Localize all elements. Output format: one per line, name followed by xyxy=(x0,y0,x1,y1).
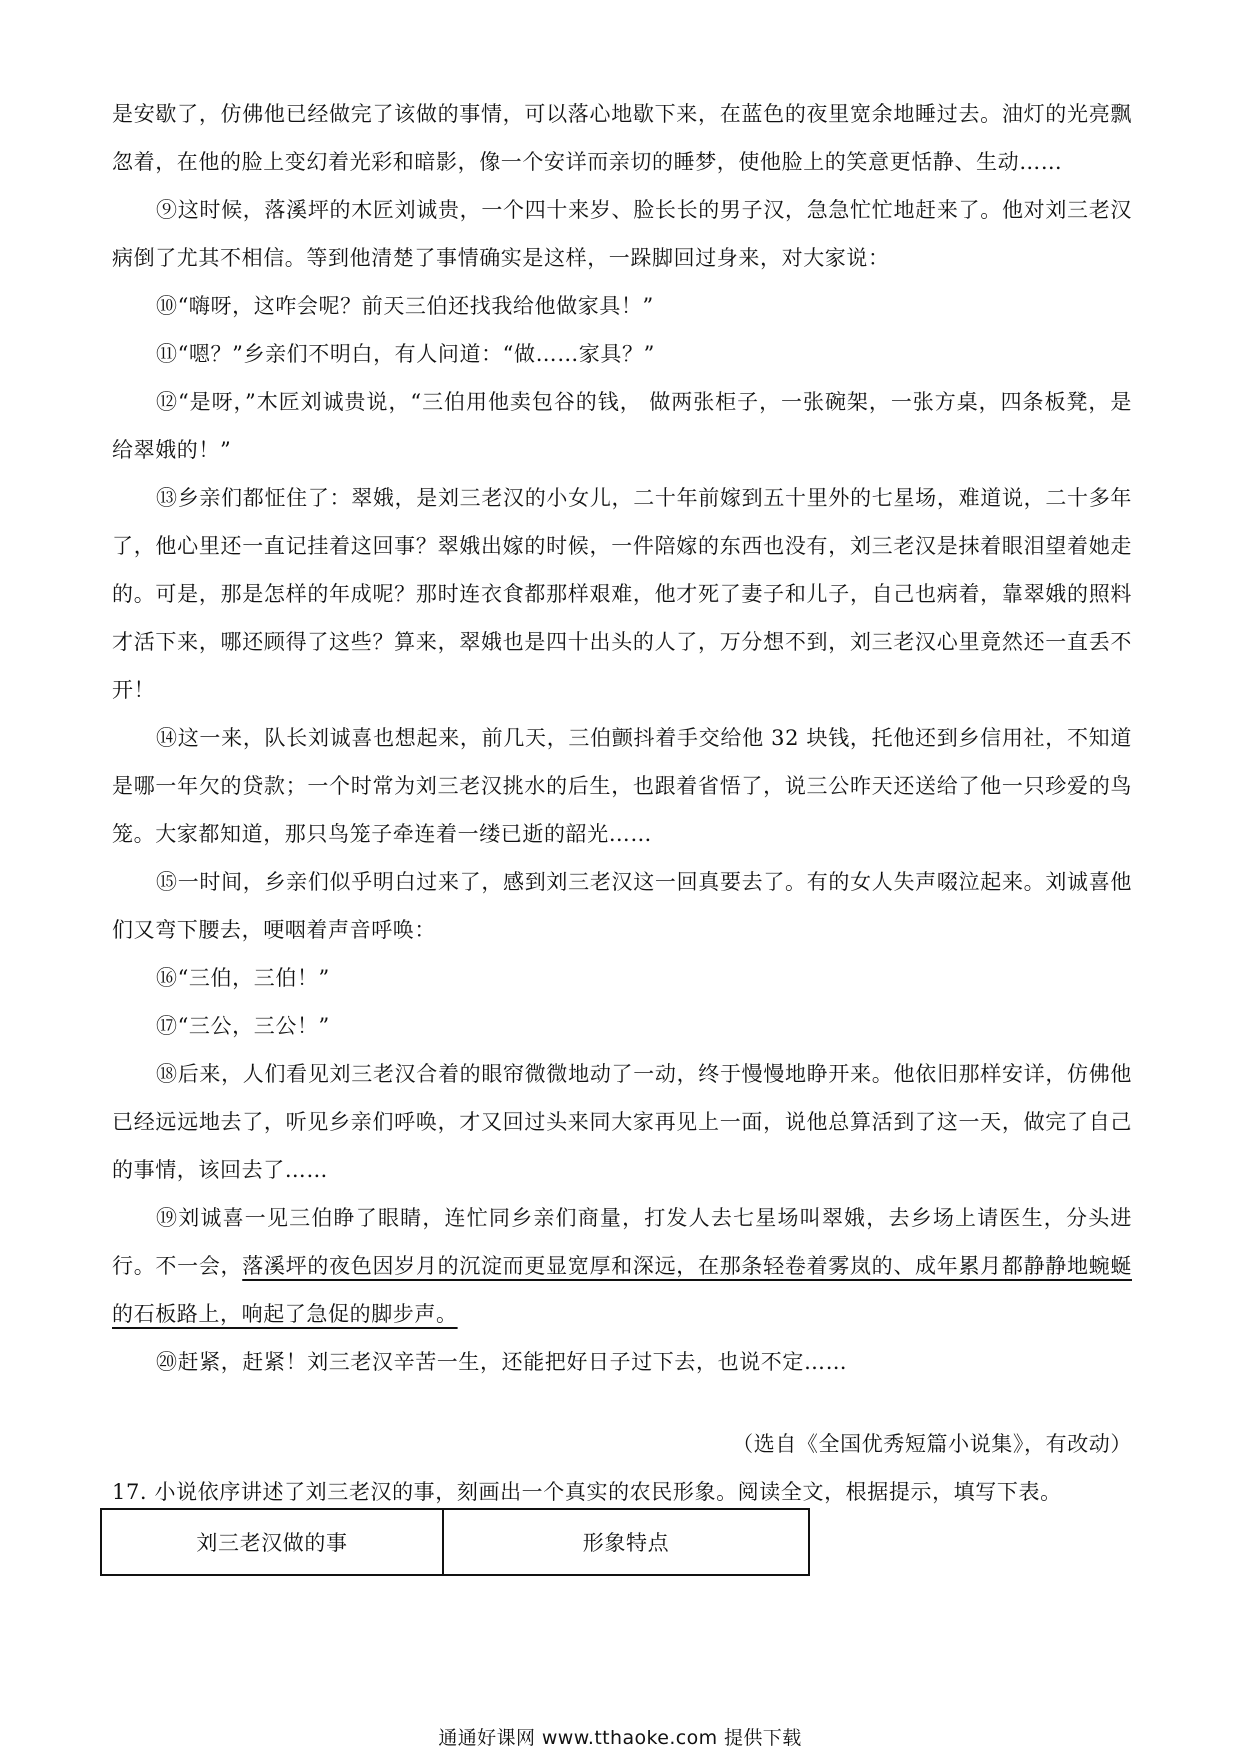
answer-table xyxy=(100,1508,810,1576)
paragraph-14: ⑭这一来，队长刘诚喜也想起来，前几天，三伯颤抖着手交给他 32 块钱，托他还到乡信用社，不知道是哪一年欠的贷款；一个时常为刘三老汉挑水的后生，也跟着省悟了，说三公昨天还送给了他一只珍爱的鸟笼。大家都知道，那只鸟笼子牵连着一缕已逝的韶光…… xyxy=(112,726,1132,846)
paragraph-continuation: 是安歇了，仿佛他已经做完了该做的事情，可以落心地歇下来，在蓝色的夜里宽余地睡过去。油灯的光亮飘忽着，在他的脸上变幻着光彩和暗影，像一个安详而亲切的睡梦，使他脸上的笑意更恬静、生动…… xyxy=(112,102,1132,174)
paragraph-15: ⑮一时间，乡亲们似乎明白过来了，感到刘三老汉这一回真要去了。有的女人失声啜泣起来。刘诚喜他们又弯下腰去，哽咽着声音呼唤： xyxy=(112,870,1132,942)
table-row xyxy=(101,1509,809,1575)
table-header-deeds: 刘三老汉做的事 xyxy=(101,1509,443,1575)
paragraph-18: ⑱后来，人们看见刘三老汉合着的眼帘微微地动了一动，终于慢慢地睁开来。他依旧那样安详，仿佛他已经远远地去了，听见乡亲们呼唤，才又回过头来同大家再见上一面，说他总算活到了这一天，做完了自己的事情，该回去了…… xyxy=(112,1062,1132,1182)
question-17: 17. 小说依序讲述了刘三老汉的事，刻画出一个真实的农民形象。阅读全文，根据提示，填写下表。 xyxy=(112,1480,1062,1504)
paragraph-11: ⑪“嗯？”乡亲们不明白，有人问道：“做……家具？” xyxy=(156,342,655,366)
paragraph-19-text: ⑲刘诚喜一见三伯睁了眼睛，连忙同乡亲们商量，打发人去七星场叫翠娥，去乡场上请医生，分头进行。不一会， xyxy=(112,1206,1132,1278)
source-citation: （选自《全国优秀短篇小说集》，有改动） xyxy=(732,1432,1132,1456)
paragraph-20: ⑳赶紧，赶紧！刘三老汉辛苦一生，还能把好日子过下去，也说不定…… xyxy=(156,1350,848,1374)
paragraph-17: ⑰“三公，三公！” xyxy=(156,1014,330,1038)
table-header-traits: 形象特点 xyxy=(443,1509,809,1575)
paragraph-9: ⑨这时候，落溪坪的木匠刘诚贵，一个四十来岁、脸长长的男子汉，急急忙忙地赶来了。他对刘三老汉病倒了尤其不相信。等到他清楚了事情确实是这样，一跺脚回过身来，对大家说： xyxy=(112,198,1132,270)
paragraph-13: ⑬乡亲们都怔住了：翠娥，是刘三老汉的小女儿，二十年前嫁到五十里外的七星场，难道说，二十多年了，他心里还一直记挂着这回事？翠娥出嫁的时候，一件陪嫁的东西也没有，刘三老汉是抹着眼泪望着她走的。可是，那是怎样的年成呢？那时连衣食都那样艰难，他才死了妻子和儿子，自己也病着，靠翠娥的照料才活下来，哪还顾得了这些？算来，翠娥也是四十出头的人了，万分想不到，刘三老汉心里竟然还一直丢不开！ xyxy=(112,486,1132,702)
paragraph-19 xyxy=(112,1194,1132,1338)
paragraph-10: ⑩“嗨呀，这咋会呢？前天三伯还找我给他做家具！” xyxy=(156,294,654,318)
footer-watermark: 通通好课网 www.tthaoke.com 提供下载 xyxy=(438,1727,802,1749)
paragraph-16: ⑯“三伯，三伯！” xyxy=(156,966,330,990)
underlined-sentence: 落溪坪的夜色因岁月的沉淀而更显宽厚和深远，在那条轻卷着雾岚的、成年累月都静静地蜿蜒的石板路上，响起了急促的脚步声。 xyxy=(112,1254,1132,1326)
paragraph-12: ⑫“是呀，”木匠刘诚贵说，“三伯用他卖包谷的钱， 做两张柜子，一张碗架，一张方桌，四条板凳，是给翠娥的！” xyxy=(112,390,1132,462)
